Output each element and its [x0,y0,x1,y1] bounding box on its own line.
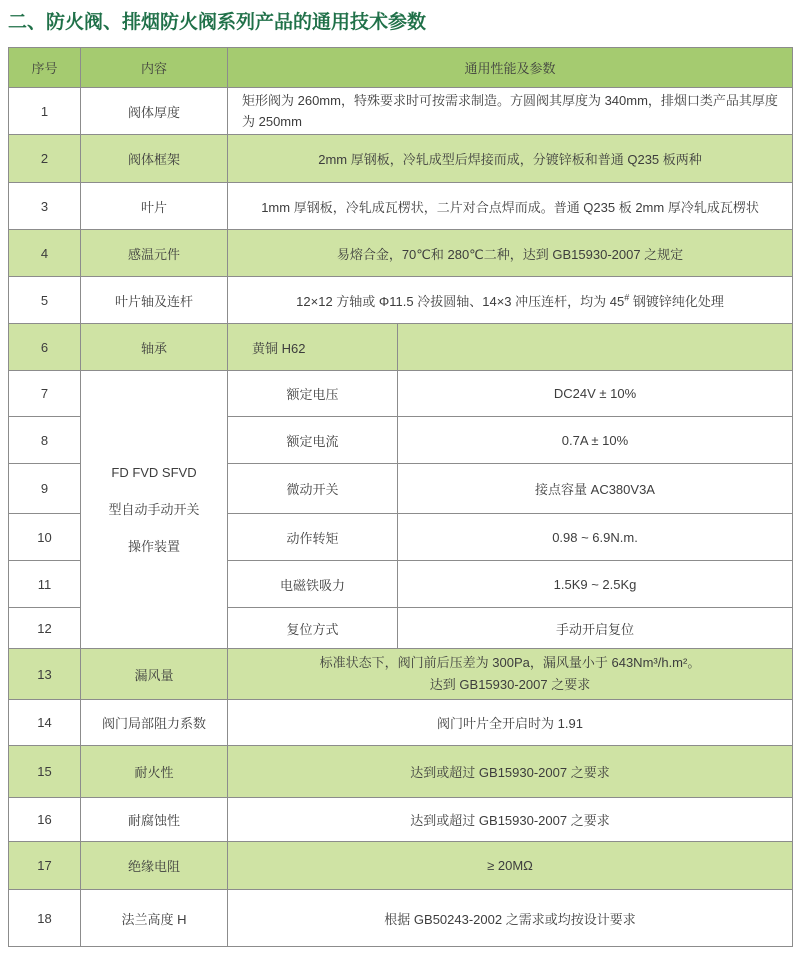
value-cell: 易熔合金，70℃和 280℃二种，达到 GB15930-2007 之规定 [228,230,793,277]
row-number-cell: 2 [9,135,81,183]
value-cell: 矩形阀为 260mm，特殊要求时可按需求制造。方圆阀其厚度为 340mm，排烟口类产品其厚度为 250mm [228,88,793,135]
param-label-cell: 额定电流 [228,417,398,464]
superscript: # [624,292,630,303]
content-cell: 阀门局部阻力系数 [81,700,228,746]
row-number-cell: 1 [9,88,81,135]
row-number-cell: 8 [9,417,81,464]
content-cell: 漏风量 [81,649,228,700]
param-value-cell: 0.7A ± 10% [398,417,793,464]
row-number-cell: 11 [9,561,81,608]
empty-cell [398,324,793,371]
value-cell: 2mm 厚钢板，冷轧成型后焊接而成，分镀锌板和普通 Q235 板两种 [228,135,793,183]
table-row [9,746,793,798]
param-label-cell: 电磁铁吸力 [228,561,398,608]
row-number-cell: 17 [9,842,81,890]
table-row [9,700,793,746]
header-cell-params: 通用性能及参数 [228,48,793,88]
table-row [9,230,793,277]
device-group-cell [81,371,228,649]
table-row [9,890,793,947]
value-text: 12×12 方轴或 Φ11.5 冷拔圆轴、14×3 冲压连杆，均为 45 [296,293,625,309]
table-row [9,183,793,230]
content-cell: 叶片 [81,183,228,230]
value-cell: 达到或超过 GB15930-2007 之要求 [228,798,793,842]
table-row [9,324,793,371]
row-number-cell: 10 [9,514,81,561]
row-number-cell: 6 [9,324,81,371]
table-row [9,277,793,324]
specs-table [8,47,793,947]
value-line: 达到 GB15930-2007 之要求 [429,677,591,692]
value-cell: 根据 GB50243-2002 之需求或均按设计要求 [228,890,793,947]
content-cell: 感温元件 [81,230,228,277]
param-value-cell: DC24V ± 10% [398,371,793,417]
table-row [9,842,793,890]
param-label-cell: 额定电压 [228,371,398,417]
header-row [9,48,793,88]
page-title: 二、防火阀、排烟防火阀系列产品的通用技术参数 [8,12,427,33]
value-cell: ≥ 20MΩ [228,842,793,890]
table-row [9,135,793,183]
header-cell-no: 序号 [9,48,81,88]
content-cell: 阀体框架 [81,135,228,183]
device-group-line: 操作装置 [127,539,180,554]
value-cell: 达到或超过 GB15930-2007 之要求 [228,746,793,798]
row-number-cell: 13 [9,649,81,700]
row-number-cell: 7 [9,371,81,417]
row-number-cell: 16 [9,798,81,842]
content-cell: 叶片轴及连杆 [81,277,228,324]
row-number-cell: 9 [9,464,81,514]
row-number-cell: 15 [9,746,81,798]
param-value-cell: 手动开启复位 [398,608,793,649]
header-cell-content: 内容 [81,48,228,88]
row-number-cell: 18 [9,890,81,947]
device-group-line: FD FVD SFVD [111,465,197,480]
value-line: 标准状态下，阀门前后压差为 300Pa，漏风量小于 643Nm³/h.m²。 [319,655,701,670]
content-cell: 轴承 [81,324,228,371]
value-cell [228,277,793,324]
row-number-cell: 4 [9,230,81,277]
row-number-cell: 3 [9,183,81,230]
content-cell: 耐火性 [81,746,228,798]
content-cell: 阀体厚度 [81,88,228,135]
value-text: 钢镀锌纯化处理 [629,293,724,309]
row-number-cell: 5 [9,277,81,324]
param-label-cell: 复位方式 [228,608,398,649]
content-cell: 绝缘电阻 [81,842,228,890]
value-cell: 阀门叶片全开启时为 1.91 [228,700,793,746]
content-cell: 耐腐蚀性 [81,798,228,842]
value-cell: 1mm 厚钢板，冷轧成瓦楞状，二片对合点焊而成。普通 Q235 板 2mm 厚冷轧成瓦楞状 [228,183,793,230]
material-cell: 黄铜 H62 [228,324,398,371]
param-value-cell: 接点容量 AC380V3A [398,464,793,514]
table-row [9,649,793,700]
param-value-cell: 0.98 ~ 6.9N.m. [398,514,793,561]
table-row [9,798,793,842]
row-number-cell: 14 [9,700,81,746]
value-cell [228,649,793,700]
content-cell: 法兰高度 H [81,890,228,947]
table-row [9,371,793,417]
param-value-cell: 1.5K9 ~ 2.5Kg [398,561,793,608]
device-group-line: 型自动手动开关 [108,502,200,517]
table-row [9,88,793,135]
param-label-cell: 动作转矩 [228,514,398,561]
row-number-cell: 12 [9,608,81,649]
param-label-cell: 微动开关 [228,464,398,514]
